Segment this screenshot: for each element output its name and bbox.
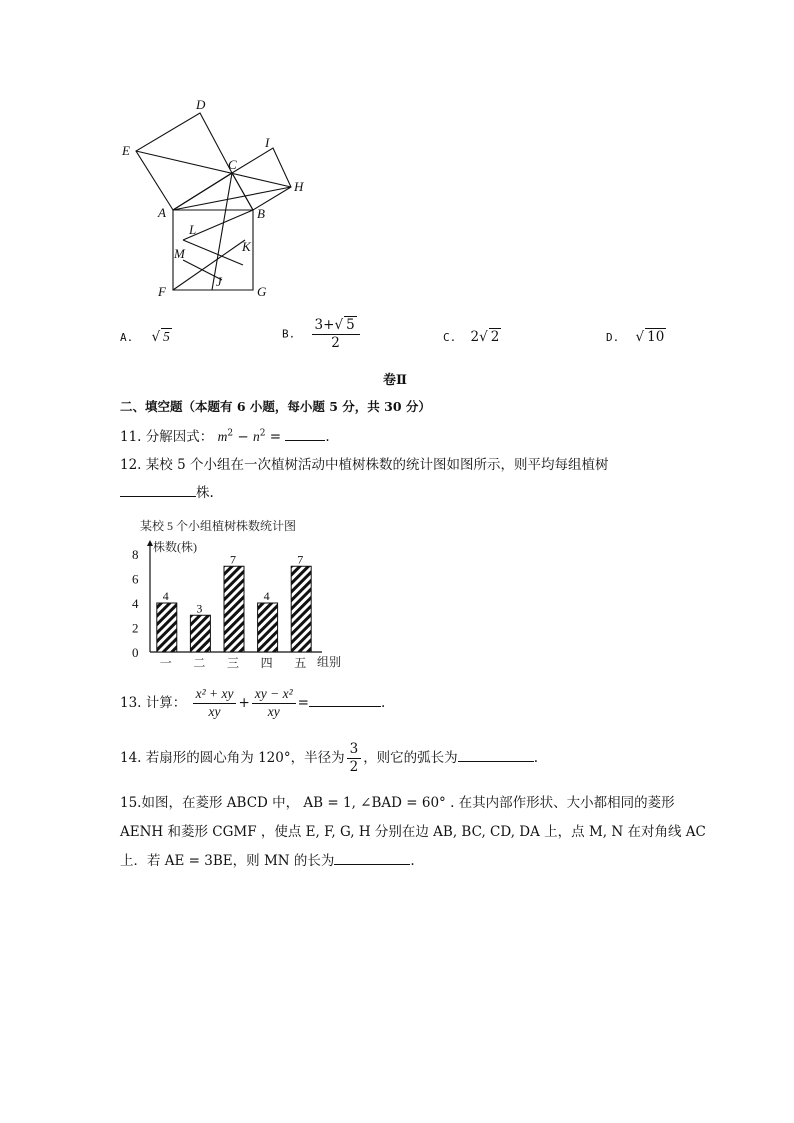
question-12 xyxy=(120,453,608,473)
label-h: H xyxy=(294,179,304,194)
bar-value-label: 3 xyxy=(196,601,203,616)
q14-frac-den: 2 xyxy=(349,758,359,775)
q11-sq1: 2 xyxy=(227,428,234,439)
q13-number: 13. xyxy=(120,694,142,711)
q15-line1: 如图，在菱形 ABCD 中， AB = 1, ∠BAD = 60° . 在其内部作形状、大小都相同的菱形 xyxy=(141,795,675,811)
label-c: C xyxy=(228,157,237,172)
question-15-line1 xyxy=(120,791,675,811)
line-ec-h xyxy=(136,151,291,187)
y-tick-label: 6 xyxy=(132,571,139,587)
y-tick-label: 2 xyxy=(132,620,139,636)
q11-n: n xyxy=(252,429,260,444)
bar xyxy=(224,566,244,652)
q12-unit: 株. xyxy=(196,485,214,501)
option-c-coef: 2 xyxy=(470,329,480,345)
option-a-letter: A. xyxy=(120,331,134,344)
q14-text1: 若扇形的圆心角为 120°，半径为 xyxy=(145,749,345,766)
q15-number: 15. xyxy=(120,795,142,811)
label-a: A xyxy=(158,205,166,220)
x-tick-label: 二 xyxy=(193,656,206,670)
geometry-figure xyxy=(110,95,320,305)
q15-line3: 上．若 AE = 3BE，则 MN 的长为 xyxy=(120,853,335,869)
bar xyxy=(157,603,177,652)
bar-value-label: 7 xyxy=(297,552,304,567)
question-12-line2 xyxy=(120,481,214,501)
q11-sq2: 2 xyxy=(259,428,266,439)
q13-frac2-num: xy − x² xyxy=(252,686,296,704)
bar xyxy=(258,603,278,652)
q14-number: 14. xyxy=(120,749,142,766)
question-15-line2 xyxy=(120,820,706,840)
q15-line2: AENH 和菱形 CGMF ，使点 E, F, G, H 分别在边 AB, BC, CD, DA 上，点 M, N 在对角线 AC xyxy=(120,824,706,840)
q11-eq: = xyxy=(265,429,286,445)
q13-answer-blank[interactable] xyxy=(309,693,381,707)
option-b-den: 2 xyxy=(331,334,340,351)
label-j: J xyxy=(216,274,222,289)
y-tick-label: 4 xyxy=(132,596,139,611)
q15-answer-blank[interactable] xyxy=(334,851,410,865)
question-14 xyxy=(120,741,538,776)
option-c[interactable]: C. 2√ 2 xyxy=(443,329,500,345)
bar xyxy=(291,566,311,652)
q13-frac2-den: xy xyxy=(267,703,280,719)
option-b[interactable]: B. $\frac{3+√ 5}{2}$ xyxy=(282,316,362,352)
question-13 xyxy=(120,686,385,721)
q11-text: 分解因式： xyxy=(145,429,214,445)
option-a[interactable]: A. √ 5 xyxy=(120,329,170,345)
label-g: G xyxy=(257,284,267,299)
q11-minus: − xyxy=(233,429,253,445)
q13-plus: + xyxy=(238,694,250,711)
q13-frac1-num: x² + xy xyxy=(193,686,237,704)
option-d[interactable]: D. √ 10 xyxy=(606,329,665,345)
square-abgf xyxy=(173,210,253,290)
q12-answer-blank[interactable] xyxy=(120,483,196,497)
q11-m: m xyxy=(217,429,228,444)
option-c-value: 2 xyxy=(490,329,500,345)
bar xyxy=(190,615,210,652)
label-l: L xyxy=(189,222,197,237)
question-11 xyxy=(120,425,330,445)
x-tick-label: 一 xyxy=(159,656,172,670)
option-d-value: 10 xyxy=(647,329,665,345)
question-15-line3 xyxy=(120,849,415,869)
y-tick-label: 8 xyxy=(132,547,139,562)
chart-ylabel: 株数(株) xyxy=(153,540,197,554)
option-a-value: 5 xyxy=(163,329,170,344)
line-mk xyxy=(183,240,243,265)
volume-title: 卷Ⅱ xyxy=(383,373,407,388)
x-tick-label: 五 xyxy=(294,656,307,670)
label-b: B xyxy=(257,206,265,221)
q14-answer-blank[interactable] xyxy=(458,748,534,762)
option-d-letter: D. xyxy=(606,331,620,344)
y-tick-label: 0 xyxy=(132,645,139,660)
q14-end: . xyxy=(533,749,538,766)
x-tick-label: 三 xyxy=(227,656,240,670)
q13-frac1-den: xy xyxy=(208,703,221,719)
option-b-num: 3+ xyxy=(314,317,335,333)
label-f: F xyxy=(158,284,166,299)
q12-number: 12. xyxy=(120,457,142,473)
q13-eq: = xyxy=(297,694,309,711)
tree-planting-bar-chart xyxy=(120,515,360,675)
q12-text: 某校 5 个小组在一次植树活动中植树株数的统计图如图所示，则平均每组植树 xyxy=(145,457,609,473)
q13-text: 计算： xyxy=(145,694,187,711)
x-tick-label: 四 xyxy=(260,656,273,670)
label-d: D xyxy=(196,97,206,112)
chart-xlabel: 组别 xyxy=(317,655,342,669)
square-bcih xyxy=(232,148,291,210)
label-e: E xyxy=(122,143,130,158)
bar-value-label: 7 xyxy=(230,552,236,567)
chart-title: 某校 5 个小组植树株数统计图 xyxy=(140,519,297,533)
label-i: I xyxy=(265,135,270,150)
option-b-num-rad: 5 xyxy=(346,317,355,333)
bar-value-label: 4 xyxy=(162,589,169,603)
label-m: M xyxy=(174,246,185,261)
q15-end: . xyxy=(410,853,415,869)
q14-text2: ，则它的弧长为 xyxy=(363,749,458,766)
option-c-letter: C. xyxy=(443,331,457,344)
q11-end: . xyxy=(325,429,330,445)
q11-answer-blank[interactable] xyxy=(285,427,325,441)
square-acde xyxy=(136,113,232,210)
section-heading: 二、填空题（本题有 6 小题，每小题 5 分，共 30 分） xyxy=(120,399,431,414)
q13-end: . xyxy=(380,694,386,711)
line-cj xyxy=(212,173,232,290)
q11-number: 11. xyxy=(120,429,142,445)
label-k: K xyxy=(242,239,251,254)
bar-value-label: 4 xyxy=(263,589,270,603)
q14-frac-num: 3 xyxy=(347,741,362,759)
option-b-letter: B. xyxy=(282,327,296,341)
